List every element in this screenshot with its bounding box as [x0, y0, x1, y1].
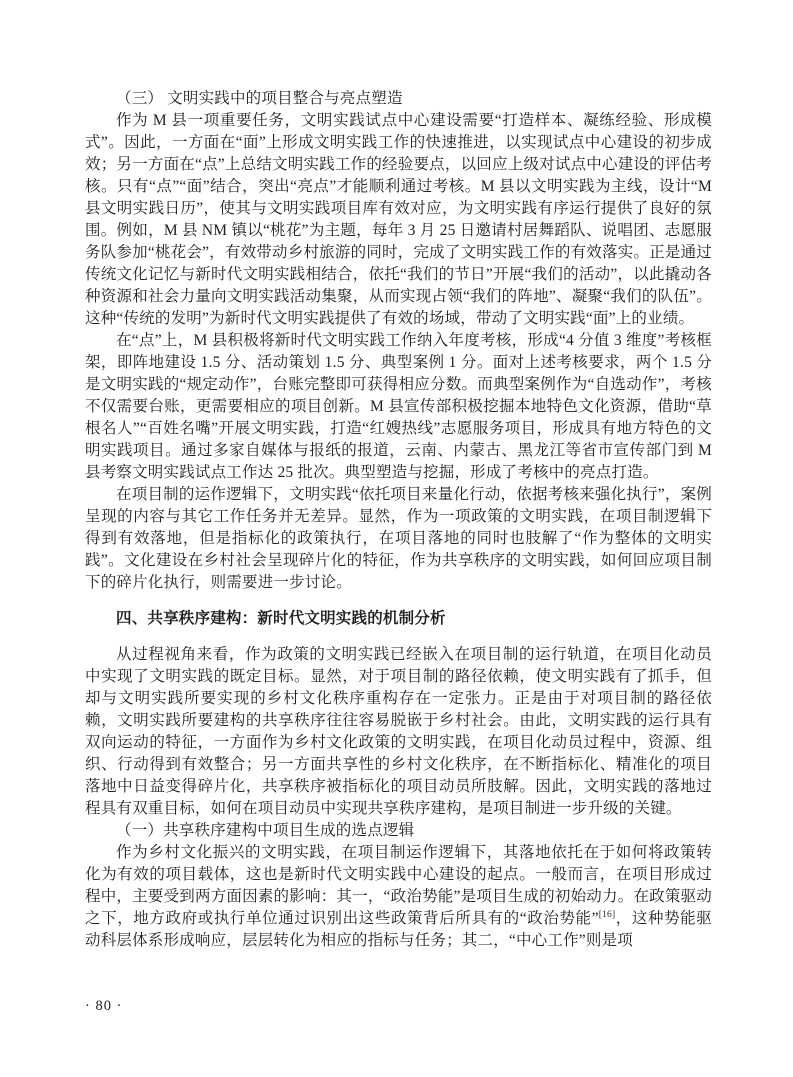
- subsection-heading: （三） 文明实践中的项目整合与亮点塑造: [116, 90, 403, 107]
- section-heading: 四、共享秩序建构：新时代文明实践的机制分析: [116, 610, 446, 627]
- body-paragraph: 在项目制的运作逻辑下，文明实践“依托项目来量化行动，依据考核来强化执行”，案例呈现的内容与其它工作任务并无差异。显然，作为一项政策的文明实践，在项目制逻辑下得到有效落地，但是指标化的政策执行，在项目落地的同时也肢解了“作为整体的文明实践”。文化建设在乡村社会呈现碎片化的特征，作为共享秩序的文明实践，如何回应项目制下的碎片化执行，则需要进一步讨论。: [85, 486, 712, 591]
- body-paragraph: 作为 M 县一项重要任务，文明实践试点中心建设需要“打造样本、凝练经验、形成模式”。因此，一方面在“面”上形成文明实践工作的快速推进，以实现试点中心建设的初步成效；另一方面在“点”上总结文明实践工作的经验要点，以回应上级对试点中心建设的评估考核。只有“点”“面”结合，突出“亮点”才能顺利通过考核。M 县以文明实践为主线，设计“M 县文明实践日历”，使其与文明实践项目库有效对应，为文明实践有序运行提供了良好的氛围。例如，M 县 NM 镇以“桃花”为主题，每年 3 月 25 日邀请村居舞蹈队、说唱团、志愿服务队参加“桃花会”，有效带动乡村旅游的同时，完成了文明实践工作的有效落实。正是通过传统文化记忆与新时代文明实践相结合，依托“我们的节日”开展“我们的活动”，以此撬动各种资源和社会力量向文明实践活动集聚，从而实现占领“我们的阵地”、凝聚“我们的队伍”。这种“传统的发明”为新时代文明实践提供了有效的场域，带动了文明实践“面”上的业绩。: [85, 112, 712, 327]
- body-paragraph: 作为乡村文化振兴的文明实践，在项目制运作逻辑下，其落地依托在于如何将政策转化为有效的项目载体，这也是新时代文明实践中心建设的起点。一般而言，在项目形成过程中，主要受到两方面因素的影响：其一，“政治势能”是项目生成的初始动力。在政策驱动之下，地方政府或执行单位通过识别出这些政策背后所具有的“政治势能”[16]，这种势能驱动科层体系形成响应，层层转化为相应的指标与任务；其二，“中心工作”则是项: [85, 844, 712, 949]
- page-number: · 80 ·: [85, 998, 123, 1014]
- body-paragraph: 从过程视角来看，作为政策的文明实践已经嵌入在项目制的运行轨道，在项目化动员中实现了文明实践的既定目标。显然，对于项目制的路径依赖，使文明实践有了抓手，但却与文明实践所要实现的乡村文化秩序重构存在一定张力。正是由于对项目制的路径依赖，文明实践所要建构的共享秩序往往容易脱嵌于乡村社会。由此，文明实践的运行具有双向运动的特征，一方面作为乡村文化政策的文明实践，在项目化动员过程中，资源、组织、行动得到有效整合；另一方面共享性的乡村文化秩序，在不断指标化、精准化的项目落地中日益变得碎片化，共享秩序被指标化的项目动员所肢解。因此，文明实践的落地过程具有双重目标，如何在项目动员中实现共享秩序建构，是项目制进一步升级的关键。: [85, 646, 712, 817]
- footnote-ref: [16]: [598, 909, 616, 920]
- subsection-heading: （一）共享秩序建构中项目生成的选点逻辑: [116, 822, 415, 839]
- article-body: [85, 88, 712, 952]
- body-paragraph: 在“点”上，M 县积极将新时代文明实践工作纳入年度考核，形成“4 分值 3 维度”考核框架，即阵地建设 1.5 分、活动策划 1.5 分、典型案例 1 分。面对上述考核要求，两个 1.5 分是文明实践的“规定动作”，台账完整即可获得相应分数。而典型案例作为“自选动作”，考核不仅需要台账，更需要相应的项目创新。M 县宣传部积极挖掘本地特色文化资源，借助“草根名人”“百姓名嘴”开展文明实践，打造“红嫂热线”志愿服务项目，形成具有地方特色的文明实践项目。通过多家自媒体与报纸的报道，云南、内蒙古、黑龙江等省市宣传部门到 M 县考察文明实践试点工作达 25 批次。典型塑造与挖掘，形成了考核中的亮点打造。: [85, 332, 712, 481]
